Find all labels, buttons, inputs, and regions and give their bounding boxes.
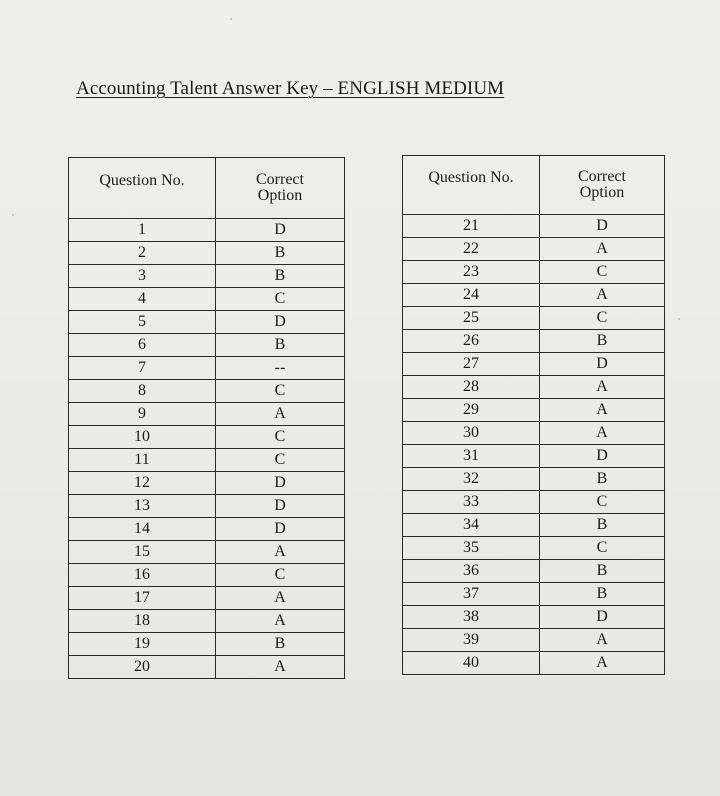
table-row (403, 422, 665, 445)
page-title: Accounting Talent Answer Key – ENGLISH MEDIUM (76, 78, 505, 99)
correct-option-cell: C (216, 380, 345, 403)
correct-option-cell: A (540, 376, 665, 399)
correct-option-cell: A (540, 629, 665, 652)
correct-option-cell: A (540, 399, 665, 422)
correct-option-cell: B (216, 633, 345, 656)
question-number-cell: 21 (403, 215, 540, 238)
question-number-cell: 7 (69, 357, 216, 380)
table-row (69, 311, 345, 334)
question-number-cell: 27 (403, 353, 540, 376)
table-row (69, 495, 345, 518)
table-row (403, 629, 665, 652)
question-number-cell: 34 (403, 514, 540, 537)
question-number-cell: 23 (403, 261, 540, 284)
table-row (69, 288, 345, 311)
table-row (69, 357, 345, 380)
question-number-cell: 35 (403, 537, 540, 560)
correct-option-cell: A (216, 403, 345, 426)
question-number-cell: 37 (403, 583, 540, 606)
table-row (403, 537, 665, 560)
question-number-cell: 11 (69, 449, 216, 472)
question-number-cell: 6 (69, 334, 216, 357)
question-number-cell: 33 (403, 491, 540, 514)
correct-option-cell: D (540, 353, 665, 376)
question-number-cell: 14 (69, 518, 216, 541)
question-number-cell: 15 (69, 541, 216, 564)
table-row (69, 564, 345, 587)
correct-option-cell: B (540, 330, 665, 353)
question-number-cell: 10 (69, 426, 216, 449)
table-row (69, 518, 345, 541)
correct-option-cell: A (540, 422, 665, 445)
correct-option-cell: B (540, 560, 665, 583)
correct-option-cell: C (540, 491, 665, 514)
paper-speck (678, 318, 680, 320)
question-number-cell: 32 (403, 468, 540, 491)
answer-table-left (68, 157, 345, 679)
table-row (69, 610, 345, 633)
table-row (69, 426, 345, 449)
question-number-cell: 24 (403, 284, 540, 307)
question-number-cell: 31 (403, 445, 540, 468)
question-number-cell: 1 (69, 219, 216, 242)
answer-table-left-body (69, 219, 345, 679)
table-row (403, 652, 665, 675)
table-row (69, 403, 345, 426)
question-number-cell: 22 (403, 238, 540, 261)
correct-option-cell: D (216, 518, 345, 541)
table-header-row (403, 156, 665, 215)
question-number-cell: 38 (403, 606, 540, 629)
correct-option-cell: C (540, 307, 665, 330)
question-number-cell: 2 (69, 242, 216, 265)
correct-option-cell: D (540, 215, 665, 238)
table-row (403, 606, 665, 629)
question-no-header: Question No. (403, 156, 540, 215)
correct-option-cell: A (216, 587, 345, 610)
correct-option-cell: C (216, 564, 345, 587)
table-row (69, 449, 345, 472)
question-number-cell: 9 (69, 403, 216, 426)
table-row (403, 307, 665, 330)
table-row (403, 468, 665, 491)
correct-option-header-line2: Option (579, 184, 625, 201)
correct-option-cell: C (540, 537, 665, 560)
question-no-header: Question No. (69, 158, 216, 219)
answer-table-right (402, 155, 665, 675)
table-header-row (69, 158, 345, 219)
correct-option-cell: -- (216, 357, 345, 380)
table-row (403, 330, 665, 353)
question-number-cell: 40 (403, 652, 540, 675)
table-row (69, 541, 345, 564)
table-row (69, 265, 345, 288)
table-row (69, 219, 345, 242)
question-number-cell: 19 (69, 633, 216, 656)
table-row (403, 445, 665, 468)
correct-option-cell: D (216, 472, 345, 495)
correct-option-cell: B (216, 265, 345, 288)
correct-option-header (540, 156, 665, 215)
correct-option-cell: C (216, 426, 345, 449)
correct-option-cell: B (216, 334, 345, 357)
correct-option-cell: D (216, 219, 345, 242)
paper-speck (12, 214, 14, 216)
question-number-cell: 30 (403, 422, 540, 445)
question-number-cell: 26 (403, 330, 540, 353)
correct-option-header-line1: Correct (256, 171, 304, 188)
correct-option-cell: A (216, 610, 345, 633)
table-row (69, 380, 345, 403)
question-number-cell: 5 (69, 311, 216, 334)
correct-option-header (216, 158, 345, 219)
table-row (69, 656, 345, 679)
table-row (403, 261, 665, 284)
question-number-cell: 12 (69, 472, 216, 495)
table-row (403, 583, 665, 606)
table-row (403, 353, 665, 376)
question-number-cell: 36 (403, 560, 540, 583)
table-row (403, 514, 665, 537)
question-number-cell: 18 (69, 610, 216, 633)
correct-option-cell: A (540, 652, 665, 675)
correct-option-cell: A (540, 284, 665, 307)
correct-option-cell: D (216, 311, 345, 334)
correct-option-cell: D (540, 445, 665, 468)
correct-option-cell: A (540, 238, 665, 261)
table-row (69, 472, 345, 495)
question-number-cell: 28 (403, 376, 540, 399)
correct-option-cell: C (540, 261, 665, 284)
question-number-cell: 20 (69, 656, 216, 679)
table-row (403, 284, 665, 307)
correct-option-cell: B (216, 242, 345, 265)
question-number-cell: 13 (69, 495, 216, 518)
question-number-cell: 29 (403, 399, 540, 422)
answer-table-right-body (403, 215, 665, 675)
question-number-cell: 17 (69, 587, 216, 610)
correct-option-cell: B (540, 583, 665, 606)
correct-option-cell: D (540, 606, 665, 629)
question-number-cell: 39 (403, 629, 540, 652)
correct-option-cell: A (216, 541, 345, 564)
table-row (69, 334, 345, 357)
correct-option-header-line1: Correct (578, 168, 626, 185)
table-row (69, 633, 345, 656)
table-row (403, 215, 665, 238)
table-row (403, 238, 665, 261)
question-number-cell: 4 (69, 288, 216, 311)
correct-option-cell: B (540, 514, 665, 537)
correct-option-cell: B (540, 468, 665, 491)
table-row (403, 560, 665, 583)
paper-speck (230, 18, 232, 20)
table-row (403, 376, 665, 399)
question-number-cell: 16 (69, 564, 216, 587)
table-row (403, 399, 665, 422)
correct-option-header-line2: Option (257, 187, 303, 204)
question-number-cell: 25 (403, 307, 540, 330)
table-row (403, 491, 665, 514)
table-row (69, 587, 345, 610)
correct-option-cell: C (216, 449, 345, 472)
correct-option-cell: A (216, 656, 345, 679)
correct-option-cell: C (216, 288, 345, 311)
table-row (69, 242, 345, 265)
correct-option-cell: D (216, 495, 345, 518)
question-number-cell: 8 (69, 380, 216, 403)
question-number-cell: 3 (69, 265, 216, 288)
